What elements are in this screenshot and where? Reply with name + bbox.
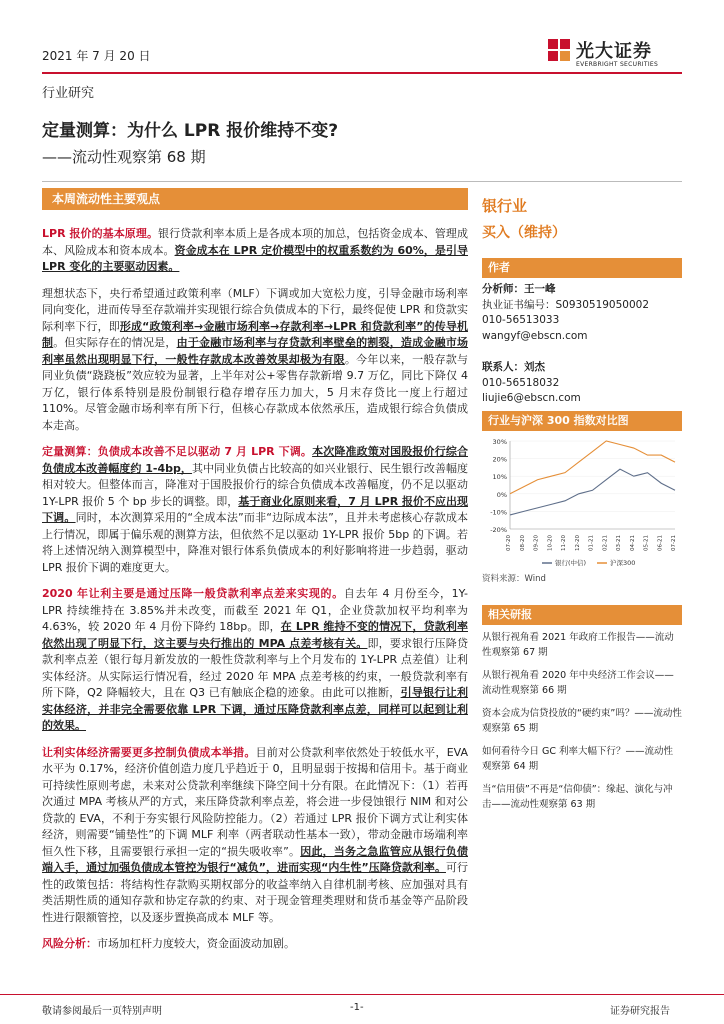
report-title: 定量测算：为什么 LPR 报价维持不变? — [42, 121, 339, 141]
paragraph-risk: 风险分析：市场加杠杆力度较大，资金面波动加剧。 — [42, 937, 295, 950]
author-info — [482, 282, 682, 407]
footer-divider — [0, 994, 724, 995]
legend-label: 沪深300 — [610, 559, 636, 567]
analyst-phone: 010-56513033 — [482, 314, 560, 326]
section-header: 本周流动性主要观点 — [42, 188, 468, 210]
related-header: 相关研报 — [482, 605, 682, 625]
license-number: 执业证书编号：S0930519050002 — [482, 298, 650, 311]
y-tick-label: 0% — [496, 490, 507, 499]
logo-mark-icon — [548, 39, 572, 69]
sector-name: 银行业 — [482, 197, 528, 215]
contact-email[interactable]: liujie6@ebscn.com — [482, 392, 581, 404]
footer-disclaimer: 敬请参阅最后一页特别声明 — [42, 1006, 162, 1017]
y-tick-label: 10% — [492, 473, 507, 482]
rating: 买入（维持） — [482, 225, 566, 241]
x-tick-label: 05-21 — [643, 535, 650, 551]
report-date: 2021 年 7 月 20 日 — [42, 49, 151, 63]
y-tick-label: 20% — [492, 455, 507, 464]
x-tick-label: 03-21 — [616, 535, 622, 551]
analyst-name: 分析师：王一峰 — [482, 283, 556, 295]
chart-header: 行业与沪深 300 指数对比图 — [482, 411, 682, 431]
x-tick-label: 08-20 — [519, 535, 526, 551]
analyst-email[interactable]: wangyf@ebscn.com — [482, 329, 588, 342]
chart-svg — [482, 437, 682, 567]
main-body — [42, 226, 468, 963]
x-tick-label: 12-20 — [574, 535, 581, 551]
x-tick-label: 10-20 — [547, 535, 554, 551]
series-line — [510, 441, 675, 494]
header-divider — [42, 72, 682, 74]
x-tick-label: 02-21 — [602, 535, 609, 551]
contact-name: 联系人：刘杰 — [482, 361, 545, 373]
paragraph-5: 让利实体经济需要更多控制负债成本举措。目前对公贷款利率依然处于较低水平，EVA 水平为 0.17%，经济价值创造力度几乎趋近于 0，且明显弱于按揭和信用卡。基于商业可持续性原则考虑，未来对公贷款利率继续下降空间十分有限。在此情况下：（1）若再次通过 MPA 考核从严的方式，来压降贷款利率点差，将会进一步侵蚀银行 NIM 和对公贷款的 EVA，不利于夯实银行风险防控能力。（2）若通过 LPR 报价下调方式让利实体经济，则需要“铺垫性”的下调 MLF 利率（两者联动性基本一致），带动金融市场端利率恒久性下移，且需要银行承担一定的“损失吸收率”。因此，当务之急监管应从银行负债端入手，通过加强负债成本管控为银行“减负”，进而实现“内生性”压降贷款利率。可行性的政策包括：将结构性存款购买期权部分的收益率纳入自律机制考核、应加强对具有类活期性质的通知存款和协定存款的约束、对于现金管理类理财和货币基金等产品阶段性进行限额管控，以及逐步置换高成本 MLF 等。 — [42, 745, 468, 924]
logo-text-en: EVERBRIGHT SECURITIES — [576, 61, 659, 68]
index-comparison-chart — [482, 437, 682, 567]
y-tick-label: -20% — [490, 526, 507, 534]
related-item[interactable]: 从银行视角看 2020 年中央经济工作会议——流动性观察第 66 期 — [482, 670, 674, 696]
x-tick-label: 04-21 — [629, 535, 636, 551]
x-tick-label: 06-21 — [657, 535, 664, 551]
company-logo — [548, 37, 688, 73]
paragraph-4: 2020 年让利主要是通过压降一般贷款利率点差来实现的。自去年 4 月份至今，1Y-LPR 持续维持在 3.85%并未改变，而截至 2021 年 Q1，企业贷款加权平均利率为 4.63%，较 2020 年 4 月份下降约 18bp。即，在 LPR 维持不变的情况下，贷款利率依然出现了明显下行，这主要与央行推出的 MPA 点差考核有关。即，要求银行压降贷款利率点差（银行每月新发放的一般性贷款利率与上个月发布的 1Y-LPR 点差值）让利实体经济。从实际运行情况看，经过 2020 年 MPA 点差考核的约束，一般贷款利率有所下降，Q2 降幅较大，且在 Q3 已有触底企稳的迹象。由此可以推断，引导银行让利实体经济，并非完全需要依靠 LPR 下调，通过压降贷款利率点差，同样可以起到让利的效果。 — [42, 587, 469, 732]
x-tick-label: 11-20 — [561, 535, 567, 551]
title-divider — [42, 181, 682, 182]
related-item[interactable]: 从银行视角看 2021 年政府工作报告——流动性观察第 67 期 — [482, 632, 674, 658]
logo-text-cn: 光大证券 — [576, 41, 652, 62]
page-number: -1- — [350, 1002, 364, 1013]
x-tick-label: 01-21 — [588, 535, 595, 551]
y-tick-label: -10% — [490, 508, 507, 517]
related-item[interactable]: 如何看待今日 GC 利率大幅下行？——流动性观察第 64 期 — [482, 746, 674, 772]
report-category: 行业研究 — [42, 86, 95, 101]
paragraph-1: LPR 报价的基本原理。银行贷款利率本质上是各成本项的加总，包括资金成本、管理成本、风险成本和资本成本。资金成本在 LPR 定价模型中的权重系数约为 60%，是引导 LPR 变化的主要驱动因素。 — [42, 227, 468, 273]
footer-report-type: 证券研究报告 — [610, 1006, 670, 1017]
x-tick-label: 07-21 — [671, 535, 677, 551]
x-tick-label: 09-20 — [533, 535, 540, 551]
chart-source: 资料来源：Wind — [482, 574, 546, 584]
author-header: 作者 — [482, 258, 682, 278]
contact-phone: 010-56518032 — [482, 376, 560, 389]
x-tick-label: 07-20 — [506, 535, 512, 551]
report-subtitle: ——流动性观察第 68 期 — [42, 148, 206, 166]
related-research-list — [482, 630, 682, 820]
y-tick-label: 30% — [492, 438, 507, 446]
legend-label: 银行(中信) — [555, 559, 587, 567]
paragraph-2: 理想状态下，央行希望通过政策利率（MLF）下调或加大宽松力度，引导金融市场利率同向变化，进而传导至存款端并实现银行综合负债成本的下行，最终促使 LPR 和贷款实际利率下行，即形成“政策利率→金融市场利率→存款利率→LPR 和贷款利率”的传导机制。但实际存在的情况是，由于金融市场利率与存贷款利率壁垒的割裂，造成金融市场利率虽然出现明显下行，一般性存款成本改善效果却极为有限。今年以来，一般存款与同业负债“跷跷板”效应较为显著，上半年对公+零售存款新增 9.7 万亿，同比下降仅 4 万亿，银行体系特别是股份制银行稳存增存压力加大，5 月末存贷比一度上行超过 110%。尽管金融市场利率有所下行，但核心存款成本依然承压，造成银行综合负债成本走高。 — [42, 286, 469, 432]
paragraph-3: 定量测算：负债成本改善不足以驱动 7 月 LPR 下调。本次降准政策对国股报价行综合负债成本改善幅度约 1-4bp，其中同业负债占比较高的如兴业银行、民生银行改善幅度相对较大。但整体而言，降准对于国股报价行的综合负债成本改善幅度，仍不足以驱动 1Y-LPR 报价 5 个 bp 步长的调整。即，基于商业化原则来看，7 月 LPR 报价不应出现下调。同时，本次测算采用的“全成本法”而非“边际成本法”，且并未考虑核心存款成本上行情况，即属于偏乐观的测算方法，但依然不足以驱动 1Y-LPR 报价 5bp 的下调。若将上述情况纳入测算模型中，降准对银行体系负债成本的利好影响将进一步趋弱，驱动 LPR 报价下调的难度更大。 — [42, 445, 469, 574]
related-item[interactable]: 资本会成为信贷投放的“硬约束”吗？——流动性观察第 65 期 — [482, 708, 682, 734]
related-item[interactable]: 当“信用债”不再是“信仰债”：缘起、演化与冲击——流动性观察第 63 期 — [482, 784, 673, 810]
